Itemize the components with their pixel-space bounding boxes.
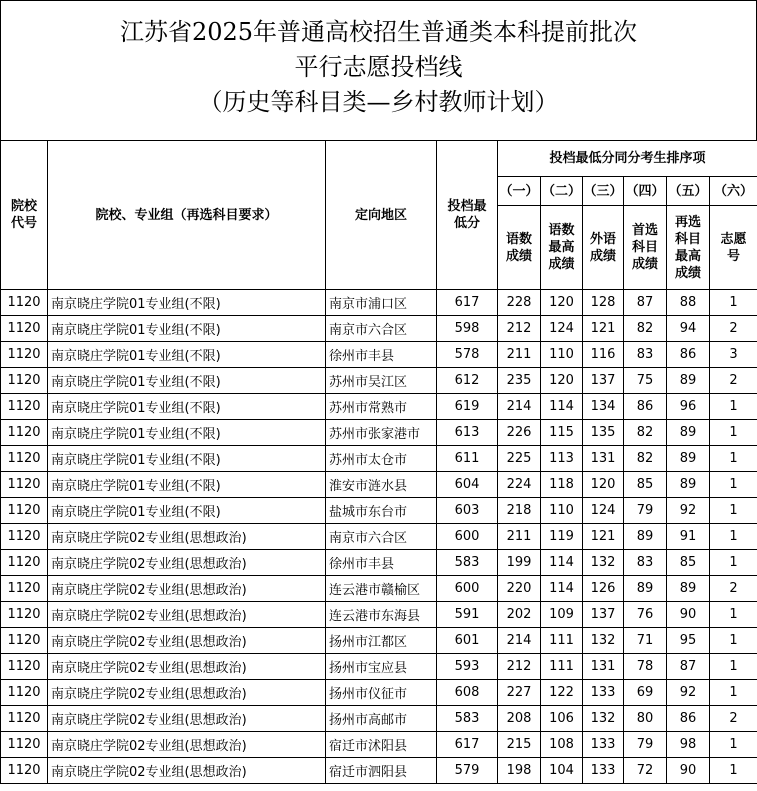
cell-code: 1120 xyxy=(1,576,48,602)
cell-order-4: 85 xyxy=(624,472,667,498)
cell-order-5: 95 xyxy=(667,628,710,654)
cell-school: 南京晓庄学院01专业组(不限) xyxy=(48,472,326,498)
cell-order-5: 87 xyxy=(667,654,710,680)
cell-order-4: 72 xyxy=(624,758,667,784)
cell-order-4: 78 xyxy=(624,654,667,680)
table-row xyxy=(1,680,757,706)
cell-region: 扬州市江都区 xyxy=(326,628,437,654)
title-line-2: 平行志愿投档线 xyxy=(294,53,463,81)
cell-min-score: 613 xyxy=(437,420,498,446)
cell-order-1: 228 xyxy=(498,290,541,316)
cell-order-3: 120 xyxy=(583,472,624,498)
cell-region: 扬州市仪征市 xyxy=(326,680,437,706)
header-order-5: （五） xyxy=(667,177,710,206)
cell-order-2: 106 xyxy=(541,706,583,732)
table-row xyxy=(1,758,757,784)
cell-order-4: 82 xyxy=(624,446,667,472)
cell-code: 1120 xyxy=(1,550,48,576)
cell-school: 南京晓庄学院02专业组(思想政治) xyxy=(48,524,326,550)
cell-min-score: 578 xyxy=(437,342,498,368)
cell-order-3: 133 xyxy=(583,732,624,758)
cell-order-1: 211 xyxy=(498,524,541,550)
cell-order-3: 134 xyxy=(583,394,624,420)
cell-region: 连云港市赣榆区 xyxy=(326,576,437,602)
cell-order-2: 104 xyxy=(541,758,583,784)
table-row xyxy=(1,550,757,576)
cell-order-3: 133 xyxy=(583,758,624,784)
cell-min-score: 603 xyxy=(437,498,498,524)
cell-order-5: 86 xyxy=(667,342,710,368)
cell-school: 南京晓庄学院01专业组(不限) xyxy=(48,498,326,524)
title-line-1: 江苏省2025年普通高校招生普通类本科提前批次 xyxy=(119,18,638,46)
header-sub-4: 首选科目成绩 xyxy=(624,206,667,290)
cell-code: 1120 xyxy=(1,472,48,498)
cell-school: 南京晓庄学院02专业组(思想政治) xyxy=(48,680,326,706)
cell-region: 扬州市高邮市 xyxy=(326,706,437,732)
cell-order-6: 1 xyxy=(710,498,757,524)
header-sub-1: 语数成绩 xyxy=(498,206,541,290)
cell-order-6: 2 xyxy=(710,368,757,394)
cell-order-1: 211 xyxy=(498,342,541,368)
cell-min-score: 593 xyxy=(437,654,498,680)
cell-school: 南京晓庄学院02专业组(思想政治) xyxy=(48,550,326,576)
cell-region: 徐州市丰县 xyxy=(326,342,437,368)
cell-region: 宿迁市沭阳县 xyxy=(326,732,437,758)
cell-order-3: 132 xyxy=(583,628,624,654)
header-order-4: （四） xyxy=(624,177,667,206)
cell-order-2: 115 xyxy=(541,420,583,446)
cell-order-2: 111 xyxy=(541,628,583,654)
cell-min-score: 579 xyxy=(437,758,498,784)
cell-order-2: 114 xyxy=(541,576,583,602)
cell-region: 徐州市丰县 xyxy=(326,550,437,576)
table-row xyxy=(1,420,757,446)
cell-order-1: 199 xyxy=(498,550,541,576)
cell-min-score: 617 xyxy=(437,732,498,758)
cell-order-2: 113 xyxy=(541,446,583,472)
cell-code: 1120 xyxy=(1,420,48,446)
cell-order-1: 198 xyxy=(498,758,541,784)
cell-order-3: 133 xyxy=(583,680,624,706)
cell-order-4: 69 xyxy=(624,680,667,706)
cell-school: 南京晓庄学院01专业组(不限) xyxy=(48,342,326,368)
cell-order-1: 215 xyxy=(498,732,541,758)
cell-order-4: 71 xyxy=(624,628,667,654)
cell-region: 连云港市东海县 xyxy=(326,602,437,628)
header-sub-2: 语数最高成绩 xyxy=(541,206,583,290)
cell-order-5: 89 xyxy=(667,446,710,472)
cell-order-2: 120 xyxy=(541,368,583,394)
cell-order-1: 235 xyxy=(498,368,541,394)
cell-order-6: 1 xyxy=(710,472,757,498)
cell-order-1: 220 xyxy=(498,576,541,602)
cell-order-4: 83 xyxy=(624,550,667,576)
cell-order-1: 214 xyxy=(498,394,541,420)
title-line-3: （历史等科目类—乡村教师计划） xyxy=(198,88,559,116)
header-tiebreak-group: 投档最低分同分考生排序项 xyxy=(498,141,757,177)
cell-code: 1120 xyxy=(1,342,48,368)
cell-order-6: 2 xyxy=(710,316,757,342)
table-row xyxy=(1,472,757,498)
cell-order-3: 131 xyxy=(583,654,624,680)
cell-order-4: 76 xyxy=(624,602,667,628)
cell-school: 南京晓庄学院01专业组(不限) xyxy=(48,316,326,342)
cell-region: 宿迁市泗阳县 xyxy=(326,758,437,784)
cell-order-6: 2 xyxy=(710,706,757,732)
header-region: 定向地区 xyxy=(326,141,437,290)
cell-min-score: 591 xyxy=(437,602,498,628)
cell-order-4: 87 xyxy=(624,290,667,316)
cell-order-1: 227 xyxy=(498,680,541,706)
cell-region: 苏州市吴江区 xyxy=(326,368,437,394)
cell-school: 南京晓庄学院01专业组(不限) xyxy=(48,446,326,472)
table-row xyxy=(1,394,757,420)
cell-region: 南京市浦口区 xyxy=(326,290,437,316)
cell-region: 扬州市宝应县 xyxy=(326,654,437,680)
cell-school: 南京晓庄学院01专业组(不限) xyxy=(48,368,326,394)
header-order-2: （二） xyxy=(541,177,583,206)
cell-order-6: 2 xyxy=(710,576,757,602)
header-order-6: （六） xyxy=(710,177,757,206)
cell-order-3: 121 xyxy=(583,524,624,550)
cell-order-5: 89 xyxy=(667,576,710,602)
cell-region: 盐城市东台市 xyxy=(326,498,437,524)
cell-school: 南京晓庄学院02专业组(思想政治) xyxy=(48,576,326,602)
cell-order-3: 116 xyxy=(583,342,624,368)
cell-region: 南京市六合区 xyxy=(326,316,437,342)
table-row xyxy=(1,498,757,524)
cell-school: 南京晓庄学院02专业组(思想政治) xyxy=(48,602,326,628)
cell-order-6: 1 xyxy=(710,550,757,576)
cell-order-1: 224 xyxy=(498,472,541,498)
cell-order-4: 80 xyxy=(624,706,667,732)
cell-order-6: 1 xyxy=(710,628,757,654)
cell-order-5: 89 xyxy=(667,368,710,394)
cell-order-5: 90 xyxy=(667,602,710,628)
cell-order-6: 1 xyxy=(710,394,757,420)
cell-code: 1120 xyxy=(1,446,48,472)
header-sub-5: 再选科目最高成绩 xyxy=(667,206,710,290)
cell-region: 苏州市太仓市 xyxy=(326,446,437,472)
cell-order-5: 91 xyxy=(667,524,710,550)
cell-school: 南京晓庄学院02专业组(思想政治) xyxy=(48,654,326,680)
cell-order-2: 110 xyxy=(541,342,583,368)
cell-region: 南京市六合区 xyxy=(326,524,437,550)
cell-order-6: 1 xyxy=(710,524,757,550)
cell-min-score: 612 xyxy=(437,368,498,394)
table-row xyxy=(1,290,757,316)
cell-order-1: 218 xyxy=(498,498,541,524)
cell-order-5: 86 xyxy=(667,706,710,732)
cell-code: 1120 xyxy=(1,758,48,784)
cell-min-score: 608 xyxy=(437,680,498,706)
cell-order-5: 85 xyxy=(667,550,710,576)
cell-min-score: 583 xyxy=(437,550,498,576)
cell-code: 1120 xyxy=(1,628,48,654)
cell-school: 南京晓庄学院01专业组(不限) xyxy=(48,394,326,420)
cell-min-score: 583 xyxy=(437,706,498,732)
cell-order-6: 1 xyxy=(710,602,757,628)
cell-order-2: 111 xyxy=(541,654,583,680)
cell-code: 1120 xyxy=(1,524,48,550)
header-order-1: （一） xyxy=(498,177,541,206)
cell-order-6: 1 xyxy=(710,290,757,316)
cell-order-1: 226 xyxy=(498,420,541,446)
cell-code: 1120 xyxy=(1,498,48,524)
cell-order-5: 92 xyxy=(667,498,710,524)
cell-order-5: 94 xyxy=(667,316,710,342)
cell-school: 南京晓庄学院01专业组(不限) xyxy=(48,420,326,446)
cell-order-5: 96 xyxy=(667,394,710,420)
cell-order-4: 86 xyxy=(624,394,667,420)
cell-order-6: 1 xyxy=(710,758,757,784)
cell-min-score: 617 xyxy=(437,290,498,316)
cell-order-2: 110 xyxy=(541,498,583,524)
cell-order-1: 202 xyxy=(498,602,541,628)
cell-order-1: 212 xyxy=(498,316,541,342)
cell-min-score: 601 xyxy=(437,628,498,654)
score-table xyxy=(0,140,757,784)
cell-min-score: 604 xyxy=(437,472,498,498)
cell-order-6: 1 xyxy=(710,420,757,446)
cell-order-4: 83 xyxy=(624,342,667,368)
cell-school: 南京晓庄学院02专业组(思想政治) xyxy=(48,758,326,784)
cell-code: 1120 xyxy=(1,290,48,316)
cell-order-4: 89 xyxy=(624,576,667,602)
cell-min-score: 611 xyxy=(437,446,498,472)
cell-order-2: 108 xyxy=(541,732,583,758)
cell-order-3: 132 xyxy=(583,550,624,576)
cell-order-5: 88 xyxy=(667,290,710,316)
table-row xyxy=(1,368,757,394)
table-row xyxy=(1,316,757,342)
cell-order-4: 79 xyxy=(624,498,667,524)
cell-min-score: 600 xyxy=(437,576,498,602)
cell-school: 南京晓庄学院02专业组(思想政治) xyxy=(48,706,326,732)
cell-order-1: 212 xyxy=(498,654,541,680)
cell-order-6: 1 xyxy=(710,732,757,758)
cell-region: 淮安市涟水县 xyxy=(326,472,437,498)
cell-code: 1120 xyxy=(1,368,48,394)
cell-school: 南京晓庄学院01专业组(不限) xyxy=(48,290,326,316)
cell-order-4: 82 xyxy=(624,420,667,446)
cell-min-score: 619 xyxy=(437,394,498,420)
cell-order-4: 82 xyxy=(624,316,667,342)
cell-order-6: 1 xyxy=(710,446,757,472)
cell-code: 1120 xyxy=(1,394,48,420)
cell-order-6: 1 xyxy=(710,654,757,680)
cell-order-2: 122 xyxy=(541,680,583,706)
cell-min-score: 600 xyxy=(437,524,498,550)
table-row xyxy=(1,732,757,758)
header-sub-6: 志愿号 xyxy=(710,206,757,290)
cell-order-1: 214 xyxy=(498,628,541,654)
cell-order-2: 119 xyxy=(541,524,583,550)
cell-order-3: 135 xyxy=(583,420,624,446)
title-block xyxy=(0,0,757,140)
cell-region: 苏州市常熟市 xyxy=(326,394,437,420)
cell-code: 1120 xyxy=(1,732,48,758)
cell-order-3: 124 xyxy=(583,498,624,524)
cell-order-5: 89 xyxy=(667,420,710,446)
cell-order-4: 89 xyxy=(624,524,667,550)
table-row xyxy=(1,602,757,628)
cell-order-5: 98 xyxy=(667,732,710,758)
cell-order-4: 79 xyxy=(624,732,667,758)
table-body xyxy=(1,290,757,784)
cell-order-5: 92 xyxy=(667,680,710,706)
cell-order-2: 114 xyxy=(541,394,583,420)
cell-order-2: 109 xyxy=(541,602,583,628)
header-code: 院校代号 xyxy=(1,141,48,290)
header-school: 院校、专业组（再选科目要求） xyxy=(48,141,326,290)
table-row xyxy=(1,706,757,732)
cell-code: 1120 xyxy=(1,680,48,706)
cell-order-5: 90 xyxy=(667,758,710,784)
cell-order-2: 114 xyxy=(541,550,583,576)
cell-order-3: 126 xyxy=(583,576,624,602)
cell-code: 1120 xyxy=(1,602,48,628)
cell-order-3: 137 xyxy=(583,368,624,394)
cell-order-3: 132 xyxy=(583,706,624,732)
cell-order-1: 225 xyxy=(498,446,541,472)
cell-school: 南京晓庄学院02专业组(思想政治) xyxy=(48,732,326,758)
table-header xyxy=(1,141,757,290)
cell-order-3: 131 xyxy=(583,446,624,472)
cell-order-4: 75 xyxy=(624,368,667,394)
cell-order-3: 121 xyxy=(583,316,624,342)
cell-region: 苏州市张家港市 xyxy=(326,420,437,446)
table-row xyxy=(1,628,757,654)
cell-order-6: 1 xyxy=(710,680,757,706)
cell-code: 1120 xyxy=(1,706,48,732)
cell-min-score: 598 xyxy=(437,316,498,342)
table-row xyxy=(1,446,757,472)
cell-school: 南京晓庄学院02专业组(思想政治) xyxy=(48,628,326,654)
header-sub-3: 外语成绩 xyxy=(583,206,624,290)
cell-order-2: 120 xyxy=(541,290,583,316)
table-row xyxy=(1,576,757,602)
cell-order-2: 118 xyxy=(541,472,583,498)
cell-order-5: 89 xyxy=(667,472,710,498)
header-order-3: （三） xyxy=(583,177,624,206)
cell-order-2: 124 xyxy=(541,316,583,342)
cell-order-3: 137 xyxy=(583,602,624,628)
cell-code: 1120 xyxy=(1,316,48,342)
table-row xyxy=(1,654,757,680)
cell-order-6: 3 xyxy=(710,342,757,368)
table-row xyxy=(1,524,757,550)
cell-order-3: 128 xyxy=(583,290,624,316)
table-row xyxy=(1,342,757,368)
cell-code: 1120 xyxy=(1,654,48,680)
cell-order-1: 208 xyxy=(498,706,541,732)
header-min-score: 投档最低分 xyxy=(437,141,498,290)
